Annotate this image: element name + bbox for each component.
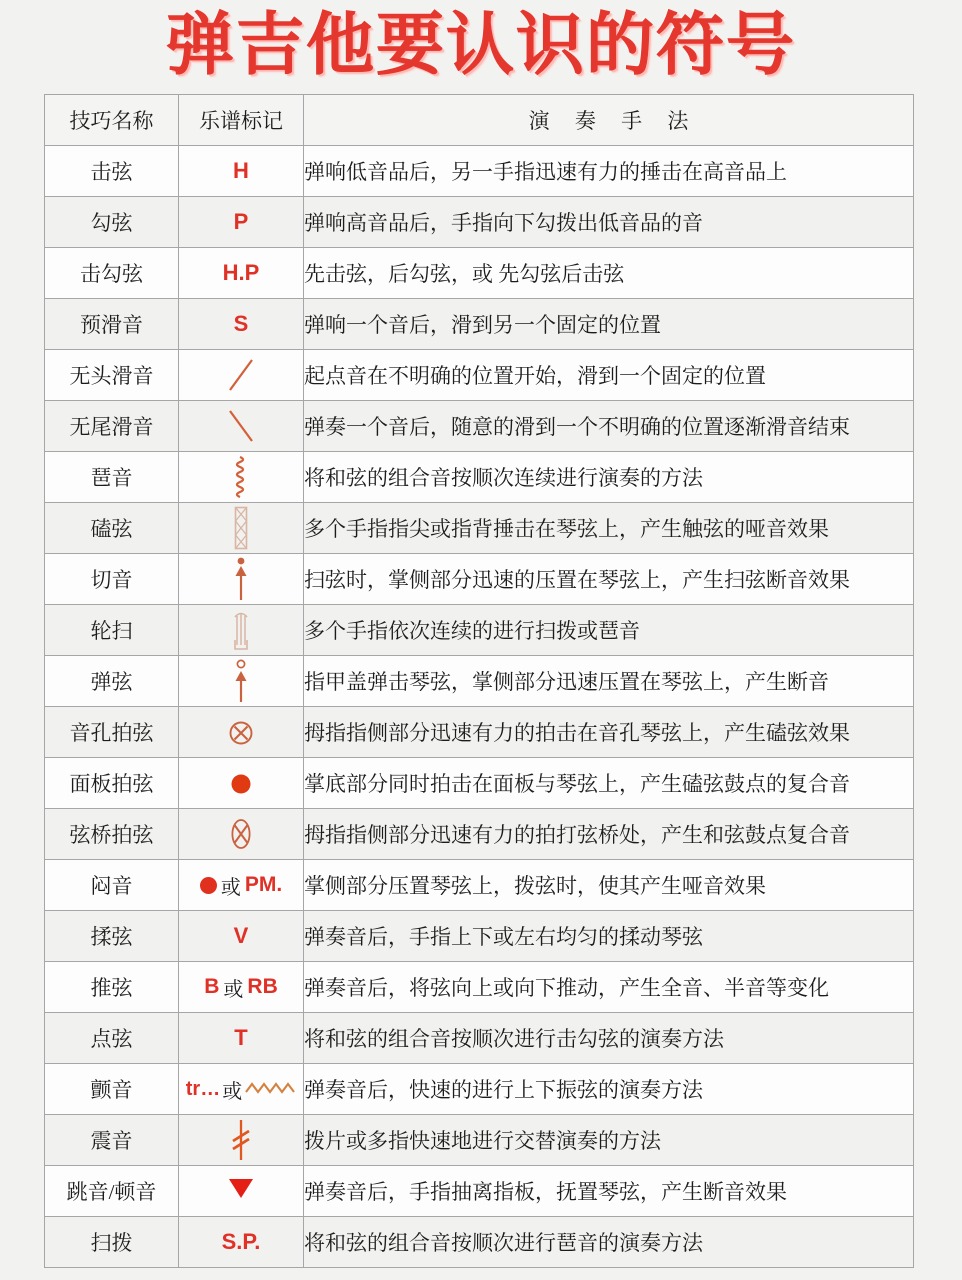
- technique-name-cell: 弦桥拍弦: [45, 809, 179, 860]
- notation-mark-cell: [179, 554, 304, 605]
- notation-mark-cell: [179, 350, 304, 401]
- table-row: [45, 656, 914, 707]
- technique-desc-cell: 掌侧部分压置琴弦上，拨弦时，使其产生哑音效果: [304, 860, 914, 911]
- technique-desc-cell: 弹响一个音后，滑到另一个固定的位置: [304, 299, 914, 350]
- technique-desc-cell: 掌底部分同时拍击在面板与琴弦上，产生磕弦鼓点的复合音: [304, 758, 914, 809]
- mark-compound: [179, 973, 303, 1002]
- technique-name-cell: 弹弦: [45, 656, 179, 707]
- tremolo-icon: [228, 1126, 254, 1151]
- table-row: [45, 1217, 914, 1268]
- notation-mark-cell: [179, 1217, 304, 1268]
- technique-desc-cell: 多个手指指尖或指背捶击在琴弦上，产生触弦的哑音效果: [304, 503, 914, 554]
- mark-compound: [179, 1075, 303, 1104]
- technique-name-cell: 预滑音: [45, 299, 179, 350]
- table-row: [45, 962, 914, 1013]
- technique-desc-cell: 起点音在不明确的位置开始，滑到一个固定的位置: [304, 350, 914, 401]
- mark-text: P: [233, 209, 249, 234]
- notation-mark-cell: [179, 605, 304, 656]
- table-row: [45, 146, 914, 197]
- notation-mark-cell: [179, 1115, 304, 1166]
- technique-name-cell: 震音: [45, 1115, 179, 1166]
- technique-desc-cell: 扫弦时，掌侧部分迅速的压置在琴弦上，产生扫弦断音效果: [304, 554, 914, 605]
- mark-text: T: [234, 1025, 248, 1050]
- notation-mark-cell: [179, 1064, 304, 1115]
- table-row: [45, 554, 914, 605]
- table-row: [45, 1013, 914, 1064]
- mark-text-rb: RB: [247, 975, 278, 998]
- mark-compound: [179, 871, 303, 900]
- technique-name-cell: 切音: [45, 554, 179, 605]
- mark-text: H.P: [222, 260, 260, 285]
- column-header-mark: 乐谱标记: [179, 95, 304, 146]
- table-row: [45, 860, 914, 911]
- table-row: [45, 401, 914, 452]
- notation-mark-cell: [179, 248, 304, 299]
- mark-text-b: B: [204, 975, 220, 998]
- table-row: [45, 1166, 914, 1217]
- table-row: [45, 809, 914, 860]
- table-row: [45, 605, 914, 656]
- table-row: [45, 707, 914, 758]
- technique-desc-cell: 将和弦的组合音按顺次连续进行演奏的方法: [304, 452, 914, 503]
- technique-desc-cell: 弹响高音品后，手指向下勾拨出低音品的音: [304, 197, 914, 248]
- technique-name-cell: 勾弦: [45, 197, 179, 248]
- ellipse-x-icon: [229, 820, 253, 845]
- x-box-icon: [231, 514, 251, 539]
- table-row: [45, 350, 914, 401]
- mark-text-tr: tr…: [185, 1077, 221, 1100]
- table-row: [45, 503, 914, 554]
- symbol-table-wrapper: [44, 94, 913, 1268]
- technique-name-cell: 磕弦: [45, 503, 179, 554]
- notation-mark-cell: [179, 758, 304, 809]
- slide-up-icon: [224, 361, 258, 386]
- mark-text-pm: PM.: [244, 873, 283, 896]
- trill-wave-icon: [244, 1078, 296, 1101]
- mark-text: H: [233, 158, 249, 183]
- technique-name-cell: 推弦: [45, 962, 179, 1013]
- technique-desc-cell: 多个手指依次连续的进行扫拨或琶音: [304, 605, 914, 656]
- technique-desc-cell: 弹奏音后，手指上下或左右均匀的揉动琴弦: [304, 911, 914, 962]
- notation-mark-cell: [179, 299, 304, 350]
- column-header-name: 技巧名称: [45, 95, 179, 146]
- notation-mark-cell: [179, 911, 304, 962]
- technique-name-cell: 扫拨: [45, 1217, 179, 1268]
- technique-desc-cell: 拨片或多指快速地进行交替演奏的方法: [304, 1115, 914, 1166]
- technique-name-cell: 颤音: [45, 1064, 179, 1115]
- table-row: [45, 1064, 914, 1115]
- technique-name-cell: 点弦: [45, 1013, 179, 1064]
- technique-name-cell: 面板拍弦: [45, 758, 179, 809]
- technique-name-cell: 无尾滑音: [45, 401, 179, 452]
- technique-desc-cell: 将和弦的组合音按顺次进行琶音的演奏方法: [304, 1217, 914, 1268]
- mark-conjunction: 或: [222, 1080, 243, 1103]
- arrow-up-ring-icon: [230, 667, 252, 692]
- table-row: [45, 1115, 914, 1166]
- technique-desc-cell: 弹响低音品后，另一手指迅速有力的捶击在高音品上: [304, 146, 914, 197]
- technique-desc-cell: 弹奏音后，快速的进行上下振弦的演奏方法: [304, 1064, 914, 1115]
- technique-desc-cell: 将和弦的组合音按顺次进行击勾弦的演奏方法: [304, 1013, 914, 1064]
- table-row: [45, 299, 914, 350]
- notation-mark-cell: [179, 197, 304, 248]
- circle-x-icon: [228, 718, 254, 743]
- mark-conjunction: 或: [220, 876, 241, 899]
- table-row: [45, 452, 914, 503]
- technique-name-cell: 闷音: [45, 860, 179, 911]
- table-row: [45, 758, 914, 809]
- technique-name-cell: 琶音: [45, 452, 179, 503]
- table-row: [45, 197, 914, 248]
- technique-desc-cell: 拇指指侧部分迅速有力的拍打弦桥处，产生和弦鼓点复合音: [304, 809, 914, 860]
- notation-mark-cell: [179, 962, 304, 1013]
- technique-desc-cell: 弹奏音后，将弦向上或向下推动，产生全音、半音等变化: [304, 962, 914, 1013]
- arpeggio-icon: [231, 463, 251, 488]
- notation-mark-cell: [179, 503, 304, 554]
- filled-dot-icon: [230, 770, 252, 795]
- table-body: [45, 146, 914, 1268]
- notation-mark-cell: [179, 1166, 304, 1217]
- rasgueado-icon: [229, 616, 253, 641]
- technique-desc-cell: 先击弦，后勾弦，或 先勾弦后击弦: [304, 248, 914, 299]
- guitar-symbol-table: [44, 94, 914, 1268]
- mark-text: S.P.: [221, 1229, 261, 1254]
- notation-mark-cell: [179, 401, 304, 452]
- notation-mark-cell: [179, 656, 304, 707]
- table-row: [45, 911, 914, 962]
- notation-mark-cell: [179, 146, 304, 197]
- staccato-triangle-icon: [229, 1179, 253, 1198]
- mark-text: S: [233, 311, 249, 336]
- notation-mark-cell: [179, 1013, 304, 1064]
- technique-name-cell: 音孔拍弦: [45, 707, 179, 758]
- filled-dot-icon: [200, 877, 217, 894]
- notation-mark-cell: [179, 809, 304, 860]
- notation-mark-cell: [179, 707, 304, 758]
- technique-desc-cell: 弹奏一个音后，随意的滑到一个不明确的位置逐渐滑音结束: [304, 401, 914, 452]
- technique-desc-cell: 拇指指侧部分迅速有力的拍击在音孔琴弦上，产生磕弦效果: [304, 707, 914, 758]
- page-title: 弹吉他要认识的符号: [165, 7, 796, 83]
- technique-name-cell: 击勾弦: [45, 248, 179, 299]
- notation-mark-cell: [179, 860, 304, 911]
- technique-name-cell: 轮扫: [45, 605, 179, 656]
- technique-name-cell: 揉弦: [45, 911, 179, 962]
- column-header-desc: 演 奏 手 法: [304, 95, 914, 146]
- table-header: [45, 95, 914, 146]
- notation-mark-cell: [179, 452, 304, 503]
- technique-name-cell: 跳音/顿音: [45, 1166, 179, 1217]
- technique-name-cell: 击弦: [45, 146, 179, 197]
- technique-name-cell: 无头滑音: [45, 350, 179, 401]
- mark-text: V: [233, 923, 249, 948]
- technique-desc-cell: 指甲盖弹击琴弦，掌侧部分迅速压置在琴弦上，产生断音: [304, 656, 914, 707]
- triangle-down-icon: [229, 1178, 253, 1203]
- mark-conjunction: 或: [223, 978, 244, 1001]
- slide-down-icon: [224, 412, 258, 437]
- arrow-up-dot-icon: [230, 565, 252, 590]
- technique-desc-cell: 弹奏音后，手指抽离指板，抚置琴弦，产生断音效果: [304, 1166, 914, 1217]
- table-header-row: [45, 95, 914, 146]
- table-row: [45, 248, 914, 299]
